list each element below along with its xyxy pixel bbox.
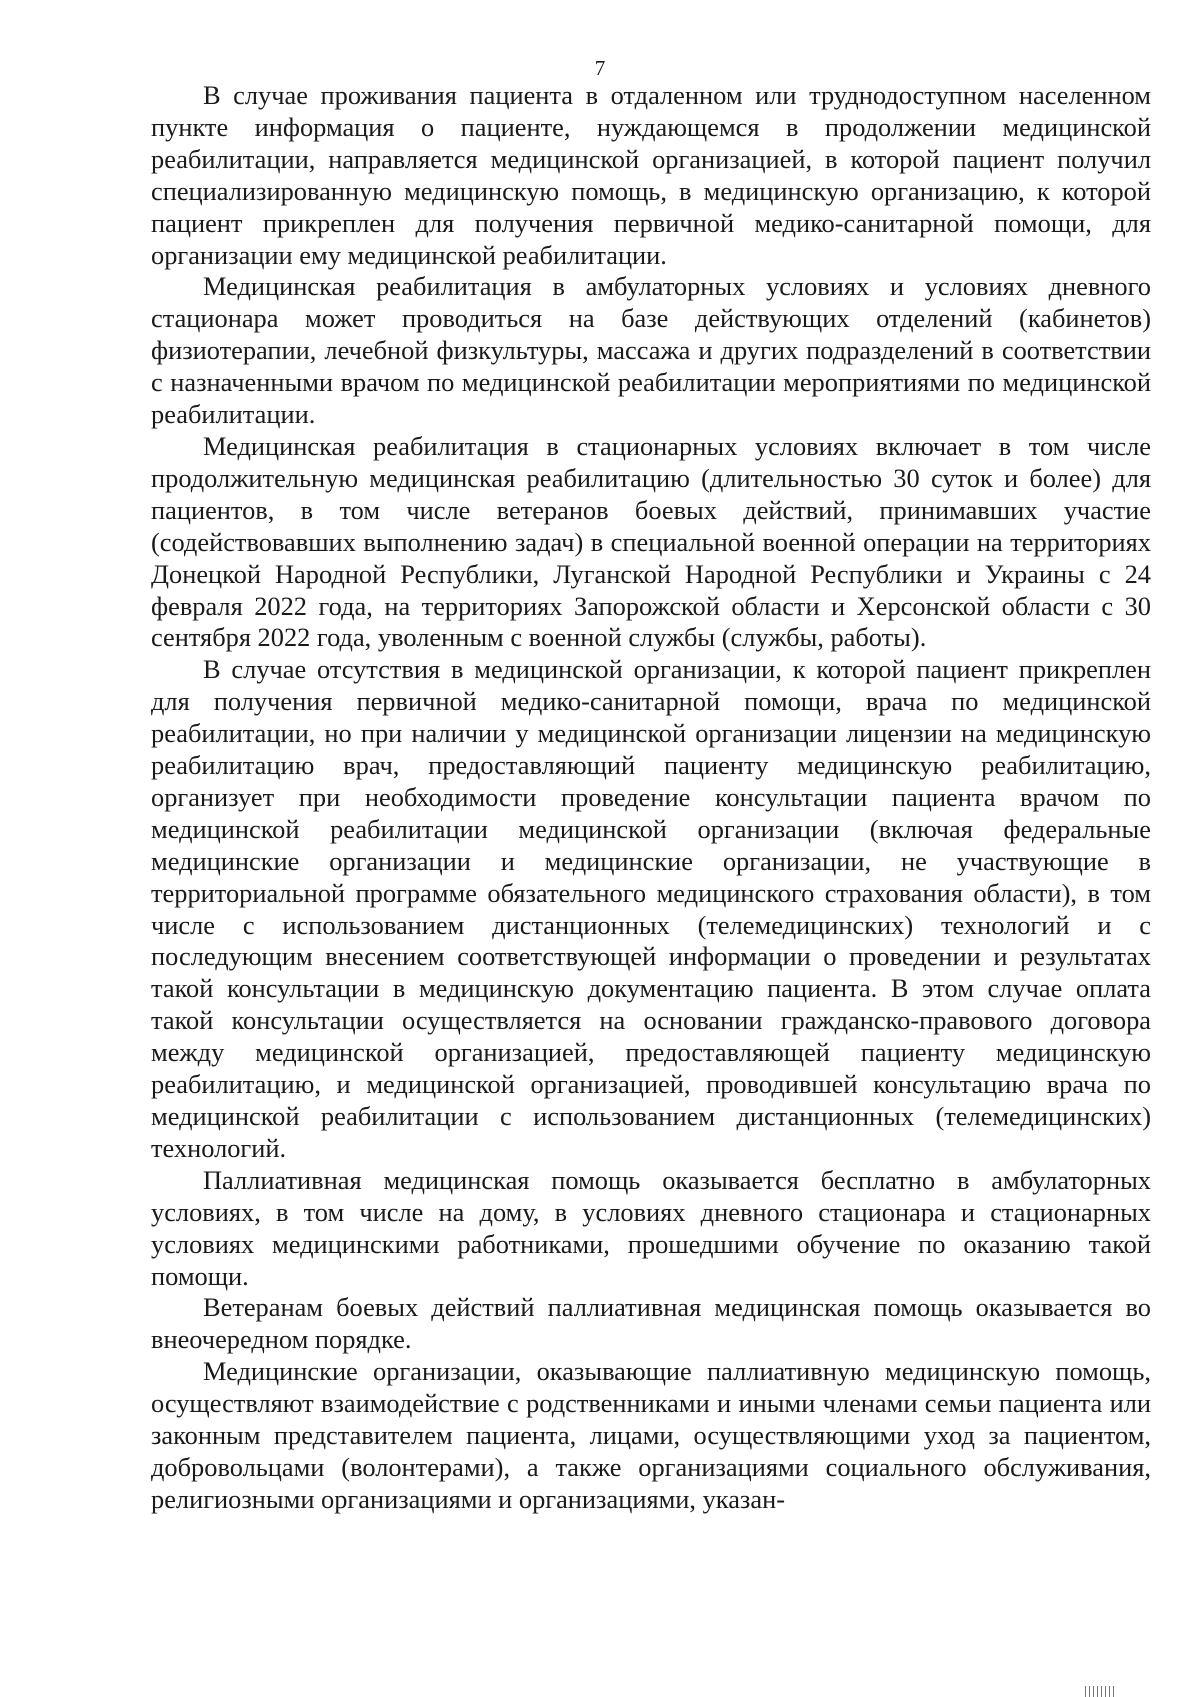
document-body	[151, 80, 1151, 1516]
paragraph-consultation: В случае отсутствия в медицинской организации, к которой пациент прикреплен для получения первичной медико-санитарной помощи, врача по медицинской реабилитации, но при наличии у медицинской организации лицензии на медицинскую реабилитацию врач, предоставляющий пациенту медицинскую реабилитацию, организует при необходимости проведение консультации пациента врачом по медицинской реабилитации медицинской организации (включая федеральные медицинские организации и медицинские организации, не участвующие в территориальной программе обязательного медицинского страхования области), в том числе с использованием дистанционных (телемедицинских) технологий и с последующим внесением соответствующей информации о проведении и результатах такой консультации в медицинскую документацию пациента. В этом случае оплата такой консультации осуществляется на основании гражданско-правового договора между медицинской организацией, предоставляющей пациенту медицинскую реабилитацию, и медицинской организацией, проводившей консультацию врача по медицинской реабилитации с использованием дистанционных (телемедицинских) технологий.	[151, 654, 1151, 1163]
paragraph-veterans-priority: Ветеранам боевых действий паллиативная медицинская помощь оказывается во внеочередном порядке.	[151, 1292, 1151, 1355]
paragraph-palliative-care: Паллиативная медицинская помощь оказывается бесплатно в амбулаторных условиях, в том числе на дому, в условиях дневного стационара и стационарных условиях медицинскими работниками, прошедшими обучение по оказанию такой помощи.	[151, 1164, 1151, 1291]
paragraph-inpatient-rehabilitation: Медицинская реабилитация в стационарных условиях включает в том числе продолжительную медицинская реабилитацию (длительностью 30 суток и более) для пациентов, в том числе ветеранов боевых действий, принимавших участие (содействовавших выполнению задач) в специальной военной операции на территориях Донецкой Народной Республики, Луганской Народной Республики и Украины с 24 февраля 2022 года, на территориях Запорожской области и Херсонской области с 30 сентября 2022 года, уволенным с военной службы (службы, работы).	[151, 430, 1151, 653]
scan-artifact-mark	[1085, 1686, 1115, 1697]
paragraph-outpatient-rehabilitation: Медицинская реабилитация в амбулаторных условиях и условиях дневного стационара может проводиться на базе действующих отделений (кабинетов) физиотерапии, лечебной физкультуры, массажа и других подразделений в соответствии с назначенными врачом по медицинской реабилитации мероприятиями по медицинской реабилитации.	[151, 271, 1151, 430]
page-number: 7	[594, 56, 606, 80]
paragraph-remote-patients: В случае проживания пациента в отдаленном или труднодоступном населенном пункте информация о пациенте, нуждающемся в продолжении медицинской реабилитации, направляется медицинской организацией, в которой пациент получил специализированную медицинскую помощь, в медицинскую организацию, к которой пациент прикреплен для получения первичной медико-санитарной помощи, для организации ему медицинской реабилитации.	[151, 80, 1151, 270]
paragraph-palliative-organizations: Медицинские организации, оказывающие паллиативную медицинскую помощь, осуществляют взаимодействие с родственниками и иными членами семьи пациента или законным представителем пациента, лицами, осуществляющими уход за пациентом, добровольцами (волонтерами), а также организациями социального обслуживания, религиозными организациями и организациями, указан-	[151, 1356, 1151, 1514]
